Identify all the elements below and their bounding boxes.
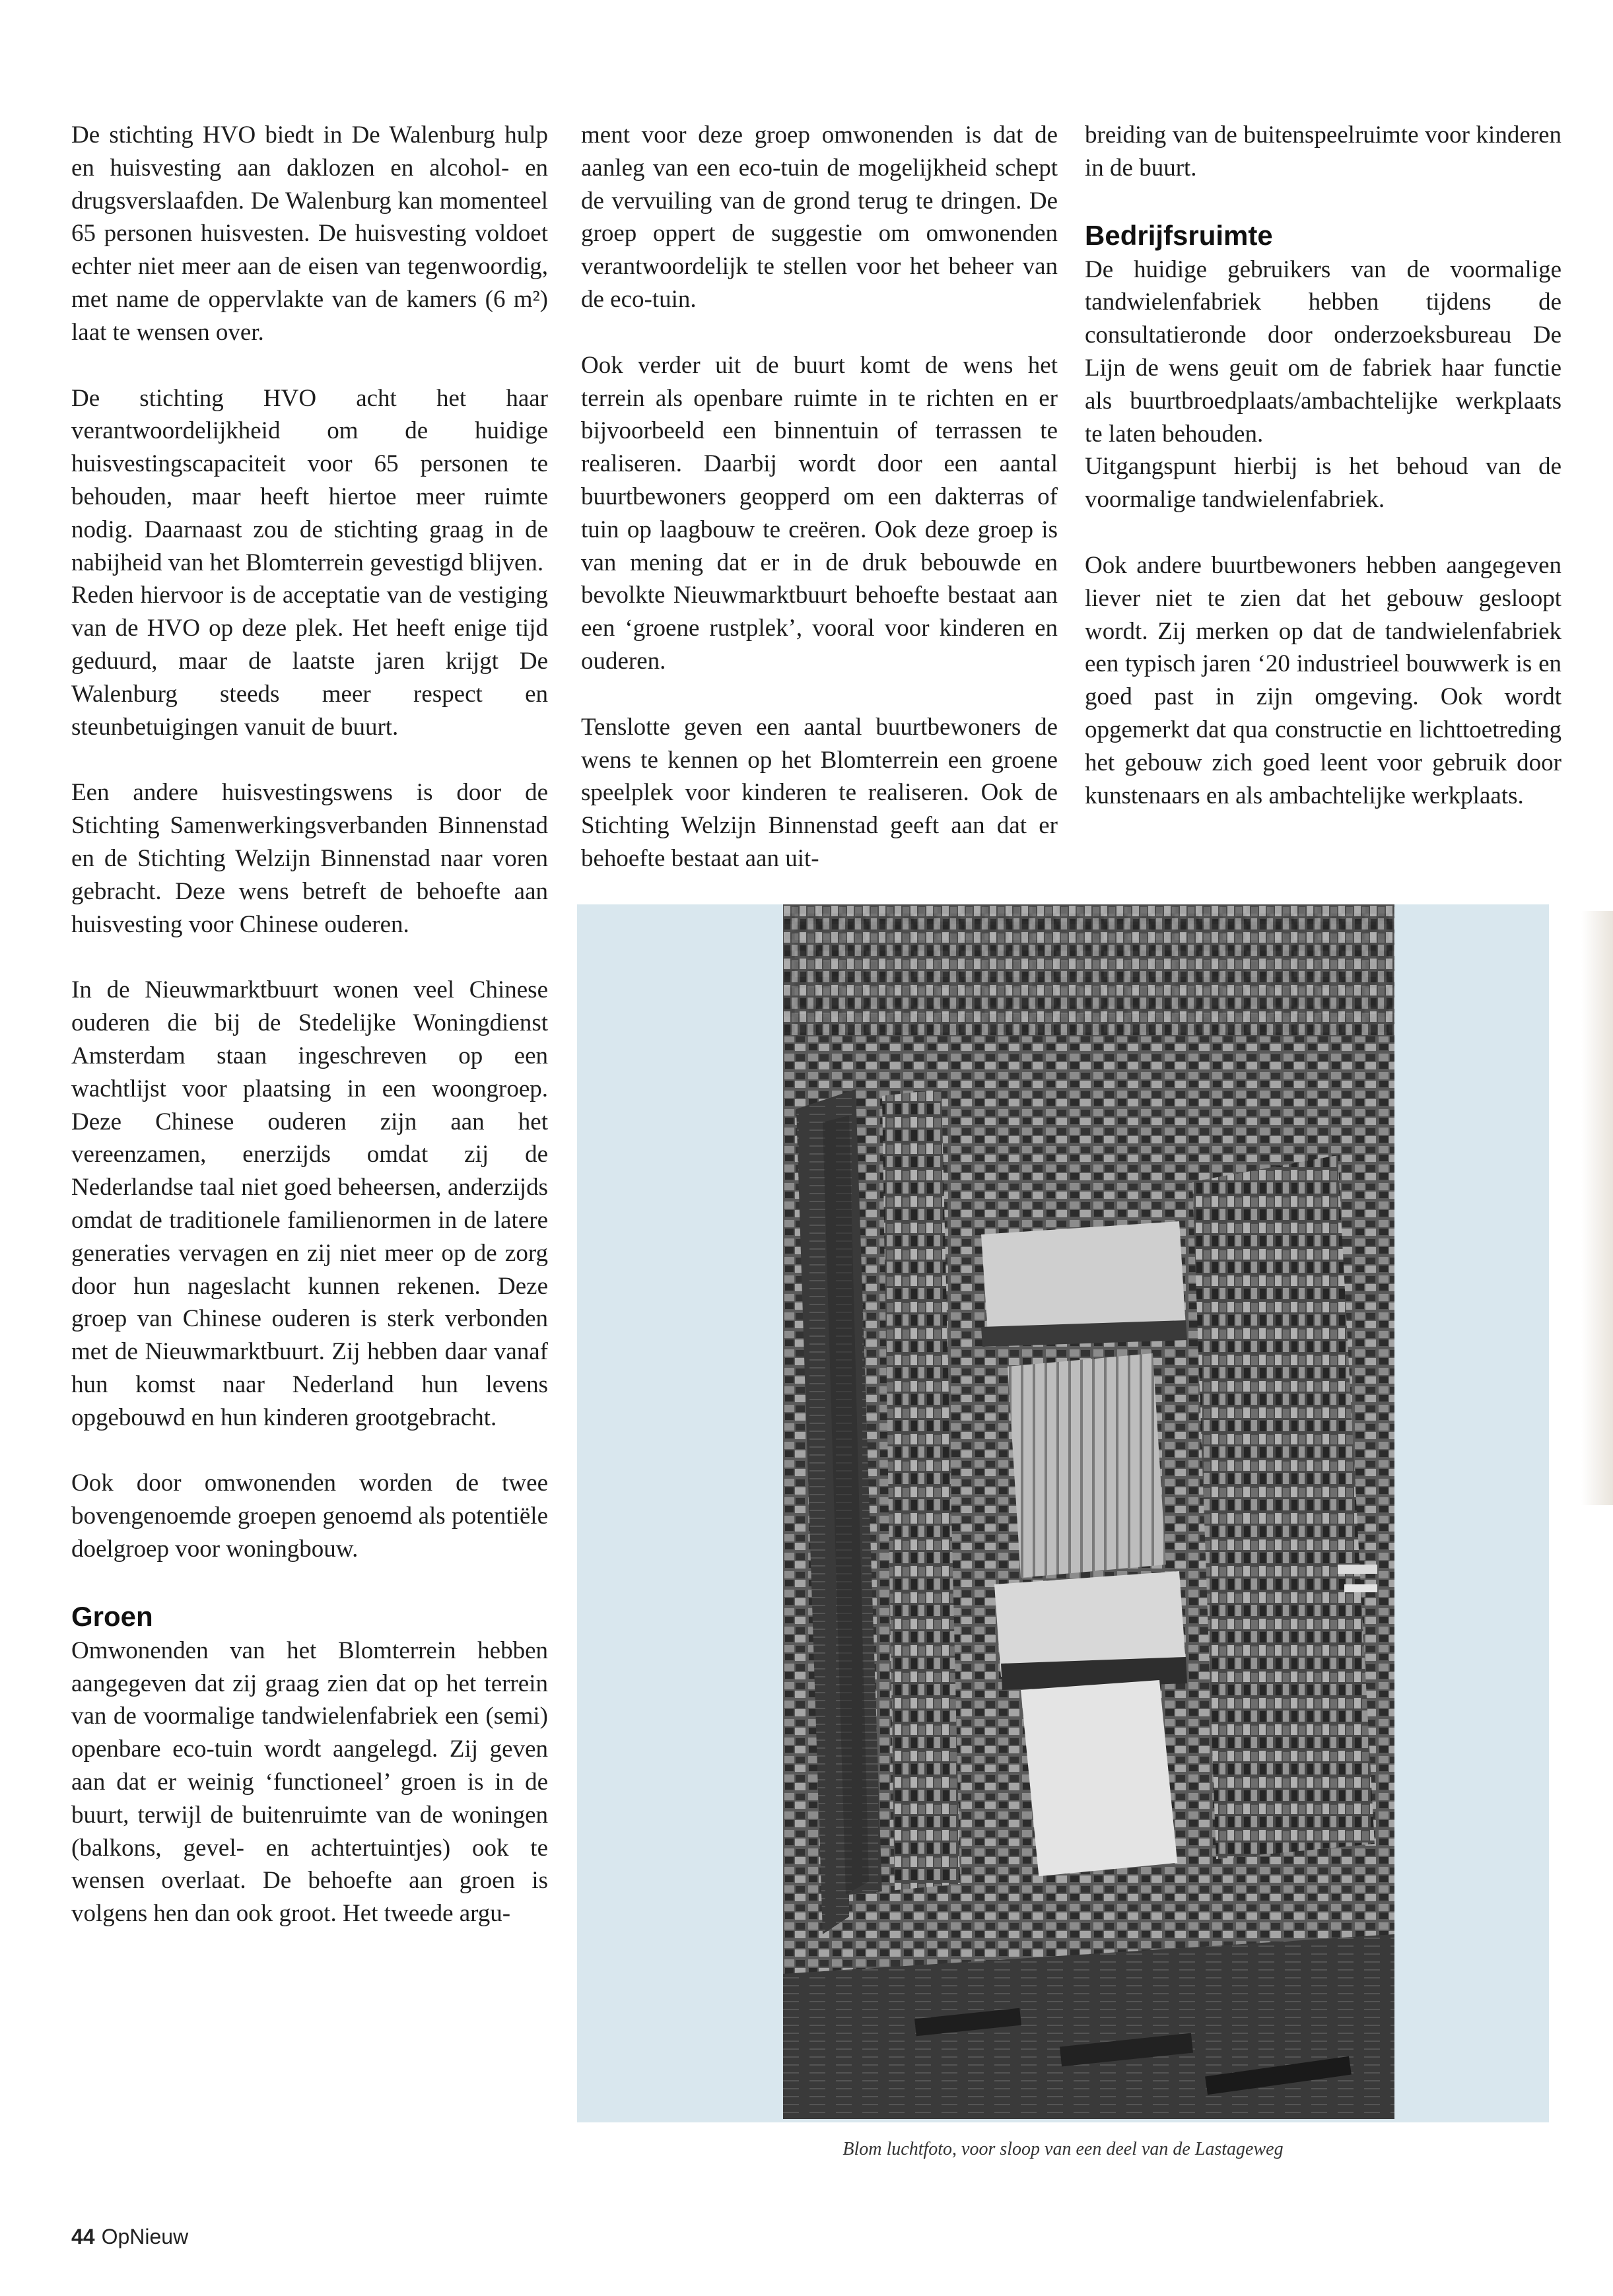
publication-name: OpNieuw [101, 2225, 189, 2248]
paragraph-target-group: Ook door omwonenden worden de twee bovengenoemde groepen genoemd als potentiële doelgroep voor woningbouw. [71, 1469, 548, 1563]
paragraph-playground: Tenslotte geven een aantal buurtbewoners de wens te kennen op het Blomterrein een groene speelplek voor kinderen te realiseren. Ook de Stichting Welzijn Binnenstad geeft aan dat er behoefte bestaat aan uit- [581, 713, 1058, 872]
heading-bedrijfsruimte: Bedrijfsruimte [1085, 219, 1273, 251]
photo-caption: Blom luchtfoto, voor sloop van een deel van de Lastageweg [842, 2139, 1284, 2159]
paragraph-eco-garden-cont: ment voor deze groep omwonenden is dat de aanleg van een eco-tuin de mogelijkheid schept de vervuiling van de grond terug te dringen. De groep oppert de suggestie om omwonenden verantwoordelijk te stellen voor het beheer van de eco-tuin. [581, 121, 1058, 313]
paragraph-eco-garden: Omwonenden van het Blomterrein hebben aangegeven dat zij graag zien dat op het terrein van de voormalige tandwielenfabriek een (semi) openbare eco-tuin wordt aangelegd. Zij geven aan dat er weinig ‘functioneel’ groen is in de buurt, terwijl de buitenruimte van de woningen (balkons, gevel- en achtertuintjes) ook te wensen overlaat. De behoefte aan groen is volgens hen dan ook groot. Het tweede argu- [71, 1637, 548, 1928]
paragraph-residents-factory: Ook andere buurtbewoners hebben aangegeven liever niet te zien dat het gebouw gesloopt wordt. Zij merken op dat de tandwielenfabriek een typisch jaren ‘20 industrieel bouwwerk is en goed past in zijn omgeving. Ook wordt opgemerkt dat qua constructie en lichttoetreding het gebouw zich goed leent voor gebruik door kunstenaars en als ambachtelijke werkplaats. [1085, 551, 1562, 809]
paragraph-hvo-reason: Reden hiervoor is de acceptatie van de vestiging van de HVO op deze plek. Het heeft enige tijd geduurd, maar de laatste jaren krijgt De Walenburg steeds meer respect en steunbetuigingen vanuit de buurt. [71, 582, 548, 741]
paragraph-playground-cont: breiding van de buitenspeelruimte voor kinderen in de buurt. [1085, 121, 1562, 182]
aerial-photo [783, 904, 1394, 2119]
page-number: 44 [71, 2225, 95, 2248]
text-column-2 [581, 119, 1058, 908]
paragraph-housing-wish: Een andere huisvestingswens is door de Stichting Samenwerkingsverbanden Binnenstad en de Stichting Welzijn Binnenstad naar voren gebracht. Deze wens betreft de behoefte aan huisvesting voor Chinese ouderen. [71, 779, 548, 938]
text-column-1 [71, 119, 548, 1963]
adjacent-page-edge [1581, 911, 1613, 1505]
heading-groen: Groen [71, 1600, 153, 1632]
paragraph-public-space: Ook verder uit de buurt komt de wens het terrein als openbare ruimte in te richten en er bijvoorbeeld een binnentuin of terrassen te realiseren. Daarbij wordt door een aantal buurtbewoners geopperd om een dakterras of tuin op laagbouw te creëren. Ook deze groep is van mening dat er in de druk bebouwde en bevolkte Nieuwmarktbuurt behoefte bestaat aan een ‘groene rustplek’, vooral voor kinderen en ouderen. [581, 351, 1058, 675]
paragraph-walenburg: De stichting HVO biedt in De Walenburg hulp en huisvesting aan daklozen en alcohol- en drugsverslaafden. De Walenburg kan momenteel 65 personen huisvesten. De huisvesting voldoet echter niet meer aan de eisen van tegenwoordig, met name de oppervlakte van de kamers (6 m²) laat te wensen over. [71, 121, 548, 346]
page-footer [71, 2225, 188, 2249]
paragraph-factory-users: De huidige gebruikers van de voormalige tandwielenfabriek hebben tijdens de consultatieronde door onderzoeksbureau De Lijn de wens geuit om de fabriek haar functie als buurtbroedplaats/ambachtelijke werkplaats te laten behouden. [1085, 255, 1562, 448]
paragraph-factory-preserve: Uitgangspunt hierbij is het behoud van de voormalige tandwielenfabriek. [1085, 453, 1562, 514]
paragraph-chinese-elderly: In de Nieuwmarktbuurt wonen veel Chinese ouderen die bij de Stedelijke Woningdienst Amsterdam staan ingeschreven op een wachtlijst voor plaatsing in een woongroep. Deze Chinese ouderen zijn aan het vereenzamen, enerzijds omdat zij de Nederlandse taal niet goed beheersen, anderzijds omdat de traditionele familienormen in de latere generaties vervagen en zij niet meer op de zorg door hun nageslacht kunnen rekenen. Deze groep van Chinese ouderen is sterk verbonden met de Nieuwmarktbuurt. Zij hebben daar vanaf hun komst naar Nederland hun levens opgebouwd en hun kinderen grootgebracht. [71, 976, 548, 1431]
text-column-3 [1085, 119, 1562, 845]
paragraph-hvo-responsibility: De stichting HVO acht het haar verantwoordelijkheid om de huidige huisvestingscapaciteit voor 65 personen te behouden, maar heeft hiertoe meer ruimte nodig. Daarnaast zou de stichting graag in de nabijheid van het Blomterrein gevestigd blijven. [71, 384, 548, 576]
